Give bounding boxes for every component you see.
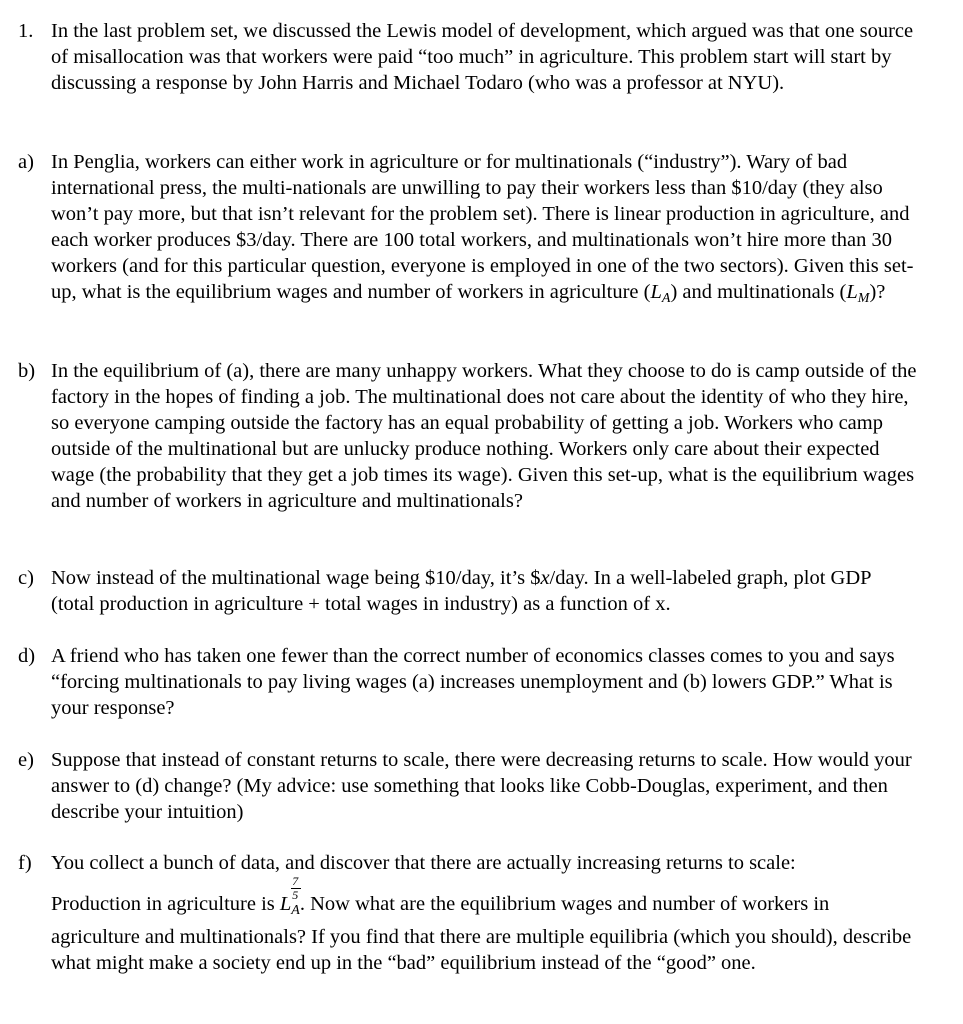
part-f-text bbox=[51, 874, 918, 976]
subscript-m: M bbox=[857, 291, 870, 306]
part-c-marker: c) bbox=[18, 567, 34, 589]
part-a bbox=[18, 149, 918, 312]
part-f-line1: You collect a bunch of data, and discover that there are actually increasing returns to scale: bbox=[51, 852, 796, 874]
part-e-text: Suppose that instead of constant returns to scale, there were decreasing returns to scale. How would your answer to (d) change? (My advice: use something that looks like Cobb-Douglas, experiment, and then describe your intuition) bbox=[51, 749, 912, 823]
part-d-text: A friend who has taken one fewer than the correct number of economics classes comes to you and says “forcing multinationals to pay living wages (a) increases unemployment and (b) lowers GDP.” What is your response? bbox=[51, 645, 895, 719]
part-c bbox=[18, 565, 918, 617]
exponent-numerator: 7 bbox=[292, 874, 299, 888]
part-f-text-rest: . Now what are the equilibrium wages and number of workers in agriculture and multinationals? If you find that there are multiple equilibria (which you should), describe what might make a society end up in the “bad” equilibrium instead of the “good” one. bbox=[51, 893, 912, 974]
part-a-text-main: In Penglia, workers can either work in agriculture or for multinationals (“industry”). Wary of bad international press, the multi-nationals are unwilling to pay their workers less than $10/day (they also won’t pay more, but that isn’t relevant for the problem set). There is linear production in agriculture, and each worker produces $3/day. There are 100 total workers, and multinationals won’t hire more than 30 workers (and for this particular question, everyone is employed in one of the two sectors). Given this set-up, what is the equilibrium wages and number of workers in agriculture ( bbox=[51, 151, 914, 303]
part-b bbox=[18, 358, 918, 514]
var-la: L bbox=[650, 281, 662, 303]
question-1-marker: 1. bbox=[18, 20, 34, 42]
part-a-marker: a) bbox=[18, 151, 34, 173]
var-l: L bbox=[279, 893, 292, 915]
subscript-a: A bbox=[661, 291, 671, 306]
part-f-text-prod: Production in agriculture is bbox=[51, 893, 280, 915]
part-c-text-end: /day. In a well-labeled graph, plot GDP (total production in agriculture + total wages in industry) as a function of x. bbox=[51, 567, 871, 615]
exponent-fraction bbox=[291, 874, 303, 904]
part-d bbox=[18, 643, 918, 721]
var-x: x bbox=[540, 567, 550, 589]
part-f bbox=[18, 850, 918, 976]
part-a-text bbox=[51, 149, 918, 312]
part-e-marker: e) bbox=[18, 749, 34, 771]
part-e bbox=[18, 747, 918, 825]
subscript-a-f: A bbox=[291, 903, 300, 918]
part-c-text bbox=[51, 565, 918, 617]
part-b-text: In the equilibrium of (a), there are many unhappy workers. What they choose to do is camp outside of the factory in the hopes of finding a job. The multinational does not care about the identity of who they hire, so everyone camping outside the factory has an equal probability of getting a job. Workers who camp outside of the multinational but are unlucky produce nothing. Workers only care about their expected wage (the probability that they get a job times its wage). Given this set-up, what is the equilibrium wages and number of workers in agriculture and multinationals? bbox=[51, 360, 917, 512]
var-lm: L bbox=[846, 281, 858, 303]
part-d-marker: d) bbox=[18, 645, 36, 667]
part-b-marker: b) bbox=[18, 360, 36, 382]
question-1 bbox=[18, 18, 918, 96]
part-a-text-end: )? bbox=[869, 281, 886, 303]
part-f-marker: f) bbox=[18, 852, 32, 874]
part-a-text-mid: ) and multinationals ( bbox=[670, 281, 847, 303]
exponent-denominator: 5 bbox=[292, 888, 299, 902]
part-c-text-start: Now instead of the multinational wage being $10/day, it’s $ bbox=[51, 567, 541, 589]
question-1-text: In the last problem set, we discussed the Lewis model of development, which argued was that one source of misallocation was that workers were paid “too much” in agriculture. This problem start will start by discussing a response by John Harris and Michael Todaro (who was a professor at NYU). bbox=[51, 20, 914, 94]
